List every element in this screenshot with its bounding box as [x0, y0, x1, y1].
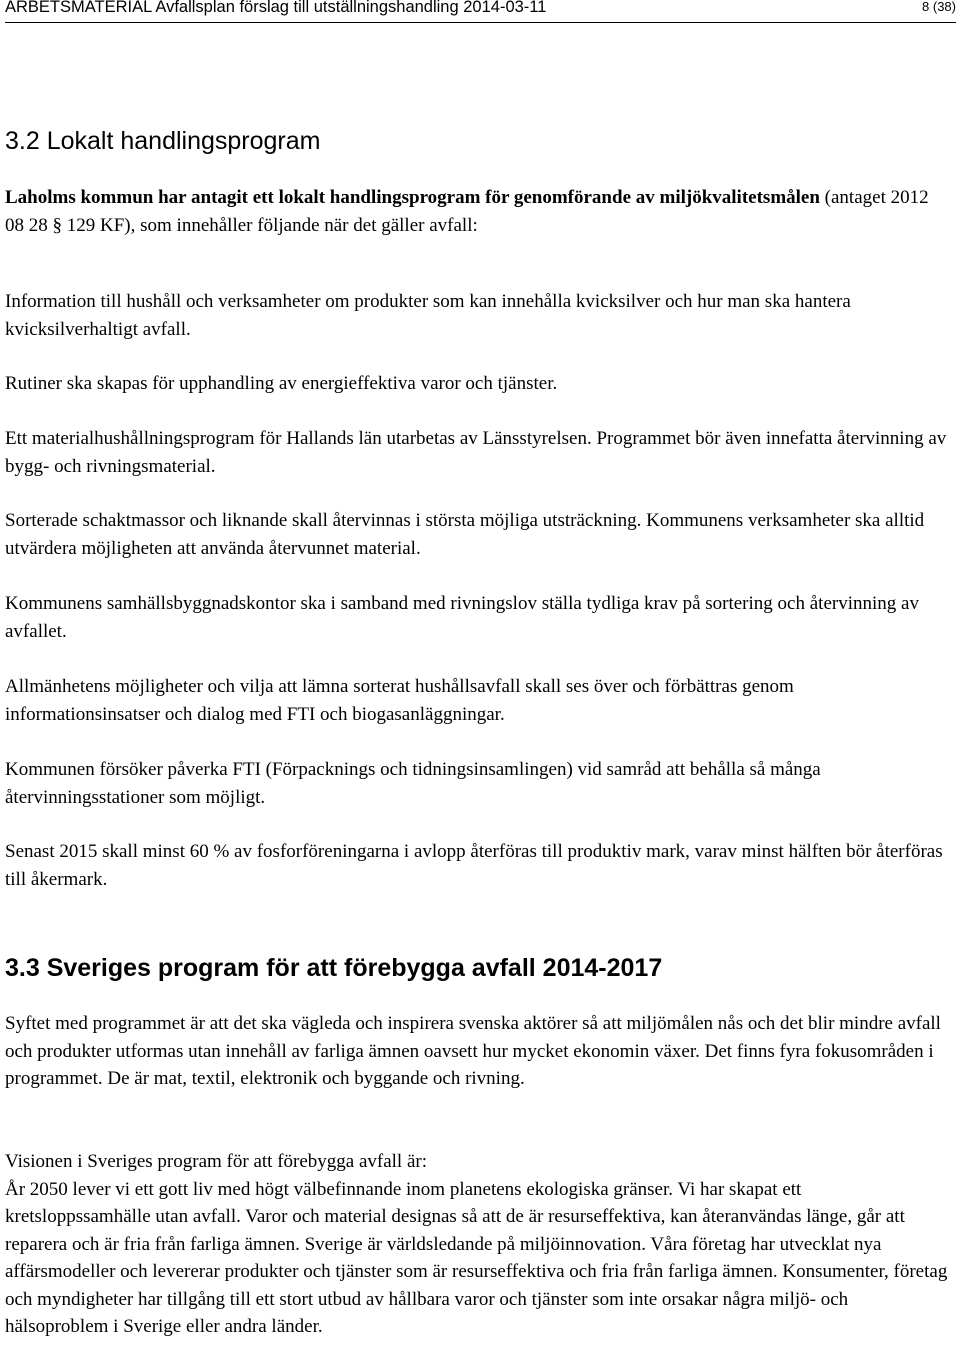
paragraph-text: Syftet med programmet är att det ska vägleda och inspirera svenska aktörer så att miljömålen nås och det blir mindre avfall och produkter utformas utan innehåll av farliga ämnen oavsett hur mycket ekonomin växer. Det finns fyra fokusområden i programmet. De är mat, textil, elektronik och byggande och rivning.	[5, 1013, 941, 1089]
intro-rest-text: (antaget 2012 08 28 § 129 KF), som innehåller följande när det gäller avfall:	[5, 187, 929, 236]
paragraph-household-waste	[5, 673, 949, 728]
intro-paragraph	[5, 184, 949, 239]
page-header	[5, 0, 956, 23]
vision-label: Visionen i Sveriges program för att förebygga avfall är:	[5, 1151, 427, 1172]
paragraph-text: Sorterade schaktmassor och liknande skall återvinnas i största möjliga utsträckning. Kommunens verksamheter ska alltid utvärdera möjligheten att använda återvunnet material.	[5, 510, 925, 559]
paragraph-demolition-permit	[5, 590, 949, 645]
paragraph-phosphorus	[5, 838, 949, 893]
section-heading-3-2: 3.2 Lokalt handlingsprogram	[5, 127, 321, 155]
section-heading-3-3: 3.3 Sveriges program för att förebygga avfall 2014-2017	[5, 954, 663, 982]
paragraph-text: Ett materialhushållningsprogram för Hallands län utarbetas av Länsstyrelsen. Programmet bör även innefatta återvinning av bygg- och rivningsmaterial.	[5, 428, 947, 477]
paragraph-procurement	[5, 370, 949, 398]
paragraph-mercury	[5, 288, 949, 343]
paragraph-material-program	[5, 425, 949, 480]
paragraph-excavation	[5, 507, 949, 562]
paragraph-text: Senast 2015 skall minst 60 % av fosforföreningarna i avlopp återföras till produktiv mark, varav minst hälften bör återföras till åkermark.	[5, 841, 943, 890]
paragraph-fti	[5, 756, 949, 811]
vision-block	[5, 1148, 949, 1341]
paragraph-text: Kommunen försöker påverka FTI (Förpacknings och tidningsinsamlingen) vid samråd att behålla så många återvinningsstationer som möjligt.	[5, 759, 821, 808]
intro-bold-text: Laholms kommun har antagit ett lokalt handlingsprogram för genomförande av miljökvalitetsmålen	[5, 187, 820, 208]
paragraph-text: Information till hushåll och verksamheter om produkter som kan innehålla kvicksilver och hur man ska hantera kvicksilverhaltigt avfall.	[5, 291, 851, 340]
vision-text: År 2050 lever vi ett gott liv med högt välbefinnande inom planetens ekologiska gränser. Vi har skapat ett kretsloppssamhälle utan avfall. Varor och material designas så att de är resurseffektiva, kan återanvändas länge, går att reparera och är fria från farliga ämnen. Sverige är världsledande på miljöinnovation. Våra företag har utvecklat nya affärsmodeller och levererar produkter och tjänster som är resurseffektiva och fria från farliga ämnen. Konsumenter, företag och myndigheter har tillgång till ett stort utbud av hållbara varor och tjänster som inte orsakar några miljö- och hälsoproblem i Sverige eller andra länder.	[5, 1178, 948, 1337]
paragraph-text: Kommunens samhällsbyggnadskontor ska i samband med rivningslov ställa tydliga krav på sortering och återvinning av avfallet.	[5, 593, 919, 642]
document-title: ARBETSMATERIAL Avfallsplan förslag till utställningshandling 2014-03-11	[5, 0, 547, 16]
paragraph-text: Rutiner ska skapas för upphandling av energieffektiva varor och tjänster.	[5, 373, 558, 394]
paragraph-text: Allmänhetens möjligheter och vilja att lämna sorterat hushållsavfall skall ses över och förbättras genom informationsinsatser och dialog med FTI och biogasanläggningar.	[5, 676, 794, 725]
page-number: 8 (38)	[922, 0, 956, 14]
paragraph-purpose	[5, 1010, 949, 1093]
